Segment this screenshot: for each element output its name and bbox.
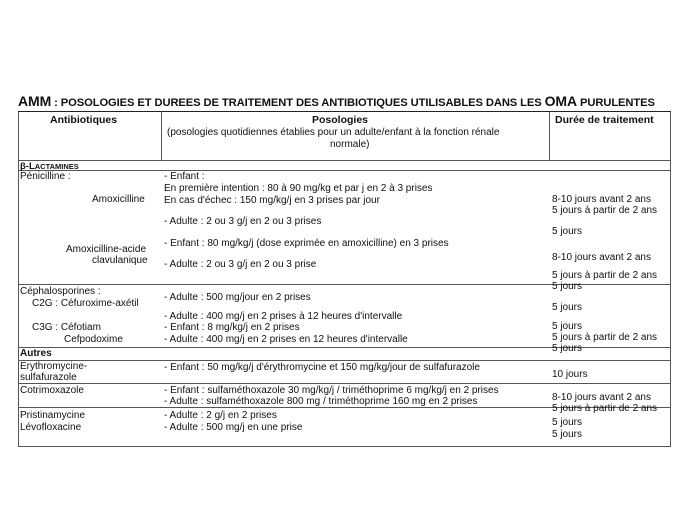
row-erythromycine-1: Erythromycine- [20, 361, 88, 372]
header-posologies-sub2: normale) [330, 139, 370, 150]
row-divider [18, 383, 671, 384]
duree-amox-apres2: 5 jours à partir de 2 ans [552, 205, 658, 216]
title-part2: PURULENTES [577, 97, 655, 109]
header-divider [18, 160, 671, 161]
poso-amox-enfant-2: En cas d'échec : 150 mg/kg/j en 3 prises par jour [164, 195, 380, 206]
duree-levoflox: 5 jours [552, 429, 583, 440]
header-posologies-sub1: (posologies quotidiennes établies pour un adulte/enfant à la fonction rénale [167, 127, 500, 138]
row-erythromycine-2: sulfafurazole [20, 372, 77, 383]
row-cotrimoxazole: Cotrimoxazole [20, 385, 84, 396]
row-divider [18, 360, 671, 361]
poso-amox-adulte: - Adulte : 2 ou 3 g/j en 2 ou 3 prises [164, 216, 322, 227]
title-oma: OMA [544, 93, 578, 109]
row-cefpodoxime: Cefpodoxime [64, 334, 123, 345]
duree-amox-avant2: 8-10 jours avant 2 ans [552, 194, 651, 205]
table-border-right [670, 112, 671, 447]
duree-amox-adulte: 5 jours [552, 226, 583, 237]
duree-c3g-adulte: 5 jours [552, 321, 583, 332]
table-title [18, 93, 671, 112]
poso-cefpodoxime-adulte: - Adulte : 400 mg/j en 2 prises en 12 heures d'intervalle [164, 334, 408, 345]
duree-erythro: 10 jours [552, 369, 588, 380]
col-divider-2 [549, 112, 550, 160]
section-beta-prefix: β-L [20, 161, 35, 172]
poso-cotri-adulte: - Adulte : sulfaméthoxazole 800 mg / triméthoprime 160 mg en 2 prises [164, 396, 478, 407]
duree-cotri-avant2: 8-10 jours avant 2 ans [552, 392, 651, 403]
row-levofloxacine: Lévofloxacine [20, 422, 82, 433]
row-amoxicilline: Amoxicilline [92, 194, 145, 205]
duree-cotri-apres2: 5 jours à partir de 2 ans [552, 403, 658, 414]
header-antibiotiques: Antibiotiques [50, 114, 118, 126]
poso-clav-adulte: - Adulte : 2 ou 3 g/j en 2 ou 3 prise [164, 259, 317, 270]
col-divider-1 [161, 112, 162, 160]
antibiotics-table [18, 112, 671, 447]
poso-pristina-adulte: - Adulte : 2 g/j en 2 prises [164, 410, 277, 421]
section-autres: Autres [20, 348, 52, 359]
poso-cotri-enfant: - Enfant : sulfaméthoxazole 30 mg/kg/j / triméthoprime 6 mg/kg/j en 2 prises [164, 385, 499, 396]
document [18, 93, 671, 447]
duree-pristina: 5 jours [552, 417, 583, 428]
poso-levoflox-adulte: - Adulte : 500 mg/j en une prise [164, 422, 303, 433]
duree-clav-avant2: 8-10 jours avant 2 ans [552, 252, 651, 263]
poso-erythro-enfant: - Enfant : 50 mg/kg/j d'érythromycine et 150 mg/kg/jour de sulfafurazole [164, 362, 480, 373]
table-border-bottom [18, 446, 671, 447]
section-divider [18, 170, 671, 171]
poso-enfant-label: - Enfant : [164, 171, 205, 182]
duree-c2g: 5 jours [552, 302, 583, 313]
row-penicilline: Pénicilline : [20, 171, 71, 182]
header-posologies: Posologies [312, 114, 369, 126]
poso-clav-enfant: - Enfant : 80 mg/kg/j (dose exprimée en amoxicilline) en 3 prises [164, 238, 449, 249]
title-amm: AMM [18, 93, 52, 109]
row-c3g: C3G : Céfotiam [32, 322, 101, 333]
duree-clav-adulte: 5 jours [552, 281, 583, 292]
duree-c3g-enfant: 5 jours à partir de 2 ans [552, 332, 658, 343]
poso-c2g-adulte: - Adulte : 500 mg/jour en 2 prises [164, 292, 311, 303]
row-amoxicilline-clav-2: clavulanique [92, 255, 148, 266]
poso-c3g-enfant: - Enfant : 8 mg/kg/j en 2 prises [164, 322, 300, 333]
duree-clav-apres2: 5 jours à partir de 2 ans [552, 270, 658, 281]
poso-amox-enfant-1: En première intention : 80 à 90 mg/kg et par j en 2 à 3 prises [164, 183, 433, 194]
row-amoxicilline-clav-1: Amoxicilline-acide [66, 244, 147, 255]
duree-cefpodoxime: 5 jours [552, 343, 583, 354]
row-cephalosporines: Céphalosporines : [20, 286, 101, 297]
title-part1: : POSOLOGIES ET DUREES DE TRAITEMENT DES ANTIBIOTIQUES UTILISABLES DANS LES [51, 97, 545, 109]
header-duree: Durée de traitement [555, 114, 654, 126]
poso-c3g-adulte: - Adulte : 400 mg/j en 2 prises à 12 heures d'intervalle [164, 311, 403, 322]
row-c2g: C2G : Céfuroxime-axétil [32, 298, 139, 309]
section-beta-rest: ACTAMINES [34, 162, 79, 171]
table-border-left [18, 112, 19, 447]
row-pristinamycine: Pristinamycine [20, 410, 86, 421]
